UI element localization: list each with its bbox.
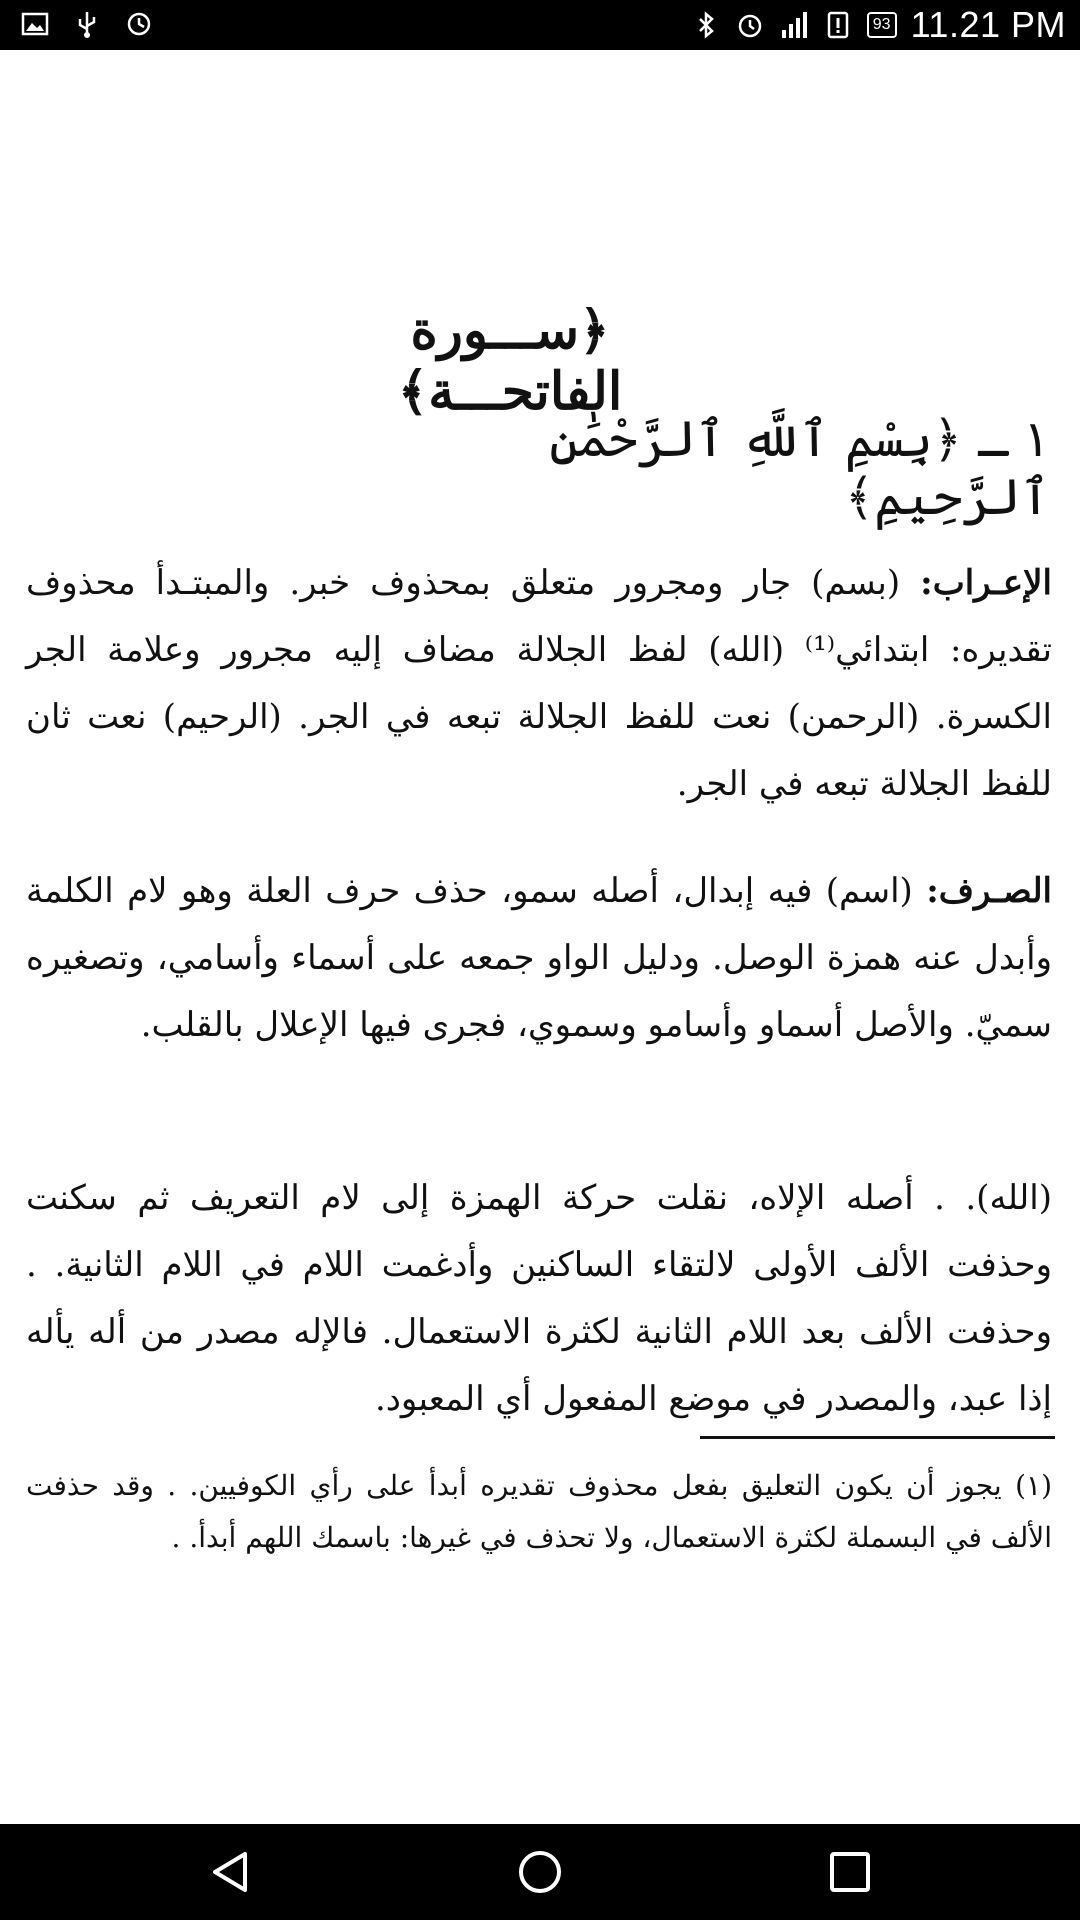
sync-icon (124, 9, 154, 39)
clock: 11.21 PM (910, 4, 1066, 45)
image-icon (20, 9, 50, 39)
sarf-text: (اسم) فيه إبدال، أصله سمو، حذف حرف العلة وهو لام الكلمة وأبدل عنه همزة الوصل. ودليل الواو جمعه على أسماء وأسامي، وتصغيره سميّ. والأصل أسماو وأسامو وسموي، فجرى فيها الإعلال بالقلب. (26, 871, 1052, 1045)
book-page[interactable] (0, 50, 1080, 1824)
surah-title: ﴿ســـورة الفاتحـــة﴾ (397, 300, 623, 422)
basmala-verse: ١ ـ ﴿بِسْمِ ٱللَّهِ ٱلرَّحْمَٰنِ ٱلرَّحِيمِ﴾ (549, 410, 1050, 526)
signal-icon (779, 10, 809, 40)
allah-paragraph: (الله). . أصله الإلاه، نقلت حركة الهمزة إلى لام التعريف ثم سكنت وحذفت الألف الأولى لالتقاء الساكنين وأدغمت اللام في اللام الثانية. . وحذفت الألف بعد اللام الثانية لكثرة الاستعمال. فالإله مصدر من أله يأله إذا عبد، والمصدر في موضع المفعول أي المعبود. (26, 1178, 1052, 1419)
irab-label: الإعـراب: (920, 563, 1052, 603)
sarf-paragraph (26, 858, 1052, 1059)
battery-icon (867, 12, 897, 38)
sarf-label: الصـرف: (926, 871, 1052, 911)
alarm-icon (735, 10, 765, 40)
footnote-divider (700, 1436, 1055, 1439)
status-bar (0, 0, 1080, 50)
battery-level: 93 (872, 16, 891, 33)
footnote: (١) يجوز أن يكون التعليق بفعل محذوف تقديره أبدأ على رأي الكوفيين. . وقد حذفت الألف في البسملة لكثرة الاستعمال، ولا تحذف في غيرها: باسمك اللهم أبدأ. . (26, 1469, 1052, 1554)
irab-paragraph (26, 550, 1052, 818)
bluetooth-icon (691, 10, 721, 40)
navigation-bar (0, 1824, 1080, 1920)
home-button[interactable] (516, 1848, 564, 1896)
recents-button[interactable] (826, 1848, 874, 1896)
back-button[interactable] (207, 1848, 255, 1896)
irab-text: (بسم) جار ومجرور متعلق بمحذوف خبر. والمبتـدأ محذوف تقديره: ابتدائي⁽¹⁾ (الله) لفظ الجلالة مضاف إليه مجرور وعلامة الجر الكسرة. (الرحمن) نعت للفظ الجلالة تبعه في الجر. (الرحيم) نعت ثان للفظ الجلالة تبعه في الجر. (26, 563, 1053, 804)
usb-icon (72, 9, 102, 39)
sim-alert-icon (823, 10, 853, 40)
